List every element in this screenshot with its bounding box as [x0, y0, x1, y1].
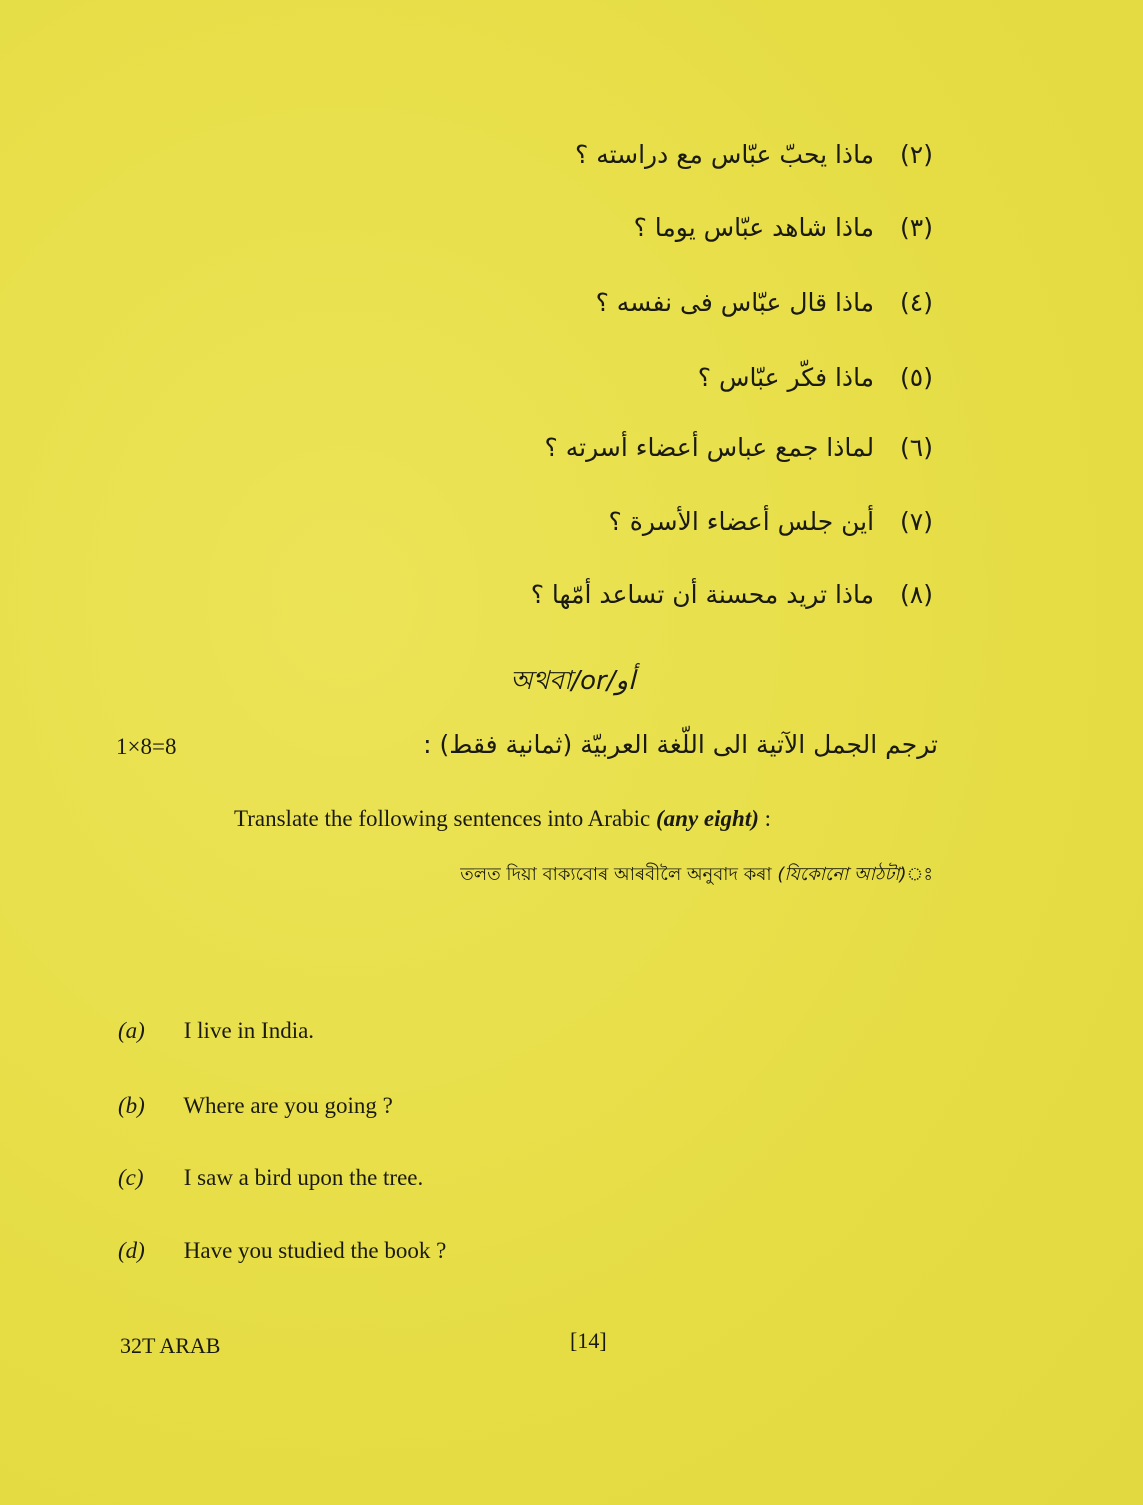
item-text: I live in India. — [183, 1018, 315, 1043]
question-number: (٧) — [900, 507, 933, 536]
page-number: [14] — [570, 1328, 607, 1353]
translation-item-a — [118, 1018, 314, 1044]
marks-label: 1×8=8 — [116, 734, 177, 759]
bengali-instruction-emphasis: (যিকোনো আঠটা) — [777, 864, 907, 885]
question-text: ماذا قال عبّاس فى نفسه ؟ — [595, 288, 875, 317]
translation-item-b — [118, 1093, 393, 1119]
question-3 — [634, 213, 933, 242]
bengali-instruction-text: তলত দিয়া বাক্যবোৰ আৰবীলৈ অনুবাদ কৰা — [460, 864, 778, 885]
item-label: (c) — [118, 1165, 144, 1190]
item-label: (d) — [118, 1238, 145, 1263]
question-text: لماذا جمع عباس أعضاء أسرته ؟ — [544, 433, 875, 462]
item-label: (b) — [118, 1093, 145, 1118]
item-label: (a) — [118, 1018, 145, 1043]
question-text: ماذا شاهد عبّاس يوما ؟ — [633, 213, 875, 242]
item-text: Where are you going ? — [183, 1093, 393, 1118]
question-text: ماذا تريد محسنة أن تساعد أمّها ؟ — [530, 580, 875, 609]
item-text: I saw a bird upon the tree. — [183, 1165, 424, 1190]
question-number: (٤) — [900, 288, 933, 317]
question-5 — [698, 363, 933, 392]
arabic-instruction: ترجم الجمل الآتية الى اللّغة العربيّة (ثمانية فقط) : — [423, 730, 938, 759]
translation-item-d — [118, 1238, 446, 1264]
question-4 — [596, 288, 933, 317]
bengali-instruction-suffix: ঃ — [906, 864, 933, 885]
english-instruction-text: Translate the following sentences into Arabic — [234, 806, 657, 831]
or-separator: অথবা/or/أو — [510, 666, 636, 696]
question-7 — [609, 507, 933, 536]
english-instruction-suffix: : — [758, 806, 772, 831]
english-instruction-emphasis: (any eight) — [656, 806, 759, 831]
english-instruction — [234, 806, 771, 832]
question-8 — [531, 580, 933, 609]
question-text: ماذا يحبّ عبّاس مع دراسته ؟ — [575, 140, 875, 169]
question-text: ماذا فكّر عبّاس ؟ — [697, 363, 875, 392]
question-number: (٨) — [900, 580, 933, 609]
item-text: Have you studied the book ? — [183, 1238, 447, 1263]
question-number: (٢) — [900, 140, 933, 169]
question-2 — [575, 140, 933, 169]
paper-code: 32T ARAB — [120, 1333, 221, 1358]
question-number: (٦) — [900, 433, 933, 462]
question-number: (٥) — [900, 363, 933, 392]
question-6 — [545, 433, 933, 462]
question-text: أين جلس أعضاء الأسرة ؟ — [608, 507, 875, 536]
translation-item-c — [118, 1165, 423, 1191]
bengali-instruction — [460, 860, 933, 891]
question-number: (٣) — [900, 213, 933, 242]
